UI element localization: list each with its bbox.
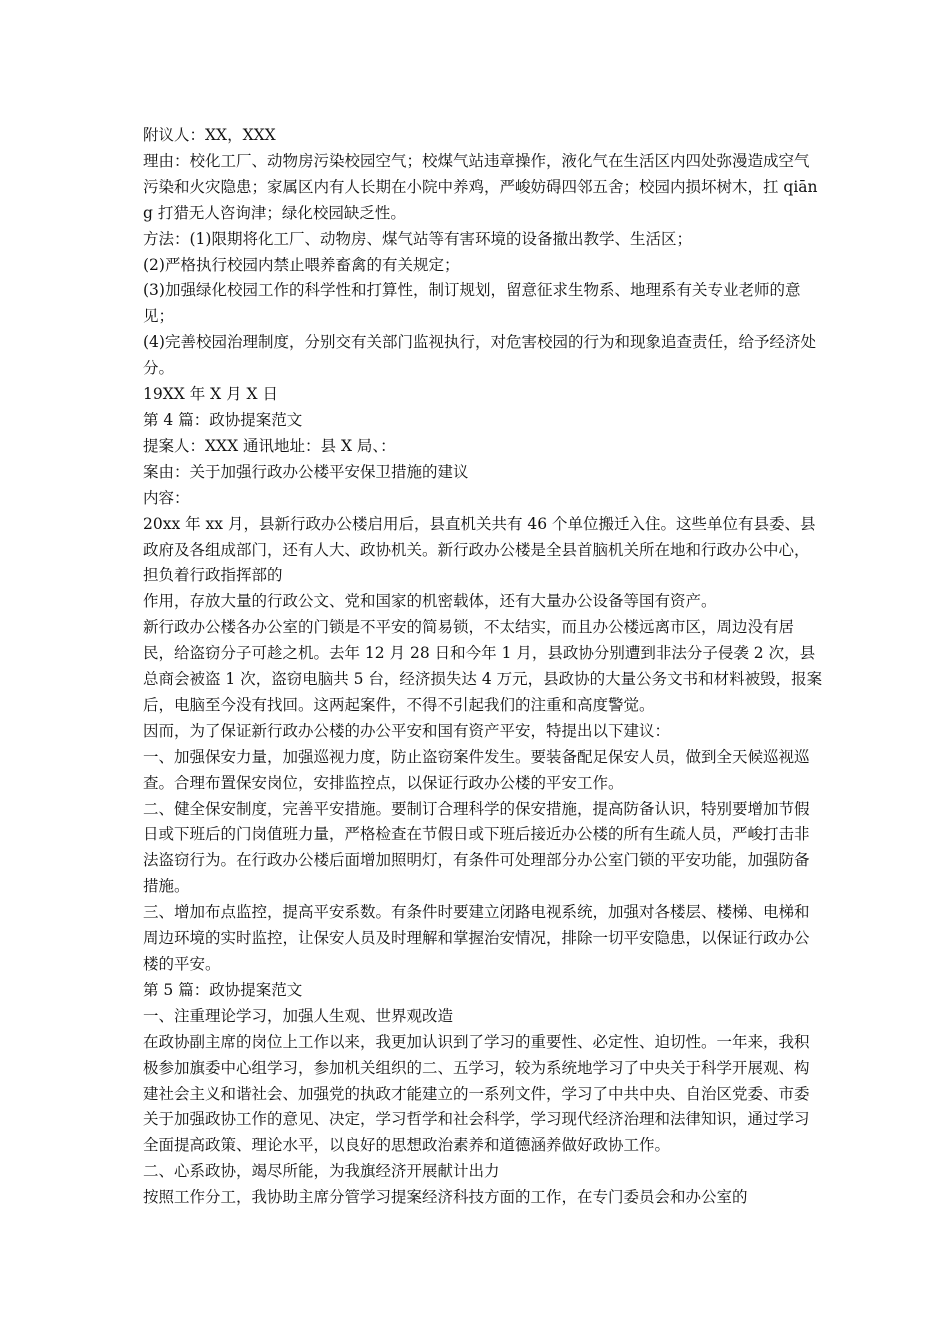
- content-label: 内容：: [143, 488, 190, 507]
- background-paragraph: 20xx 年 xx 月，县新行政办公楼启用后，县直机关共有 46 个单位搬迁入住。这些单位有县委、县政府及各组成部门，还有人大、政协机关。新行政办公楼是全县首脑机关所在地和行政办公中心，担负着行政指挥部的: [143, 514, 816, 585]
- study-paragraph: 在政协副主席的岗位上工作以来，我更加认识到了学习的重要性、必定性、迫切性。一年来，我积极参加旗委中心组学习，参加机关组织的二、五学习，较为系统地学习了中央关于科学开展观、构建社会主义和谐社会、加强党的执政才能建立的一系列文件，学习了中共中央、自治区党委、市委关于加强政协工作的意见、决定，学习哲学和社会科学，学习现代经济治理和法律知识，通过学习全面提高政策、理论水平，以良好的思想政治素养和道德涵养做好政协工作。: [143, 1032, 810, 1155]
- section-heading-5: 第 5 篇：政协提案范文: [143, 980, 303, 999]
- suggestion-1: 一、加强保安力量，加强巡视力度，防止盗窃案件发生。要装备配足保安人员，做到全天候巡视巡查。合理布置保安岗位，安排监控点，以保证行政办公楼的平安工作。: [143, 747, 810, 792]
- case-title-line: 案由：关于加强行政办公楼平安保卫措施的建议: [143, 462, 469, 481]
- suggestion-3: 三、增加布点监控，提高平安系数。有条件时要建立闭路电视系统，加强对各楼层、楼梯、电梯和周边环境的实时监控，让保安人员及时理解和掌握治安情况，排除一切平安隐患，以保证行政办公楼的平安。: [143, 903, 810, 973]
- cosigner-line: 附议人：XX，XXX: [143, 126, 276, 144]
- date-line: 19XX 年 X 月 X 日: [143, 385, 278, 404]
- security-issue-paragraph: 新行政办公楼各办公室的门锁是不平安的简易锁，不太结实，而且办公楼远离市区，周边没有居民，给盗窃分子可趁之机。去年 12 月 28 日和今年 1 月，县政协分别遭到非法分子侵袭 2 次，县总商会被盗 1 次，盗窃电脑共 5 台，经济损失达 4 万元，县政协的大量公务文书和材料被毁，报案后，电脑至今没有找回。这两起案件，不得不引起我们的注重和高度警觉。: [143, 618, 823, 714]
- suggestion-2: 二、健全保安制度，完善平安措施。要制订合理科学的保安措施，提高防备认识，特别要增加节假日或下班后的门岗值班力量，严格检查在节假日或下班后接近办公楼的所有生疏人员，严峻打击非法盗窃行为。在行政办公楼后面增加照明灯，有条件可处理部分办公室门锁的平安功能，加强防备措施。: [143, 799, 810, 896]
- method-item-2: (2)严格执行校园内禁止喂养畜禽的有关规定；: [143, 255, 460, 274]
- method-item-4: (4)完善校园治理制度，分别交有关部门监视执行，对危害校园的行为和现象追查责任，给予经济处分。: [143, 333, 816, 378]
- document-body: [143, 123, 823, 1211]
- section-heading-4: 第 4 篇：政协提案范文: [143, 410, 303, 429]
- suggestion-intro: 因而，为了保证新行政办公楼的办公平安和国有资产平安，特提出以下建议：: [143, 721, 671, 740]
- reason-paragraph: 理由：校化工厂、动物房污染校园空气；校煤气站违章操作，液化气在生活区内四处弥漫造成空气污染和火灾隐患；家属区内有人长期在小院中养鸡，严峻妨碍四邻五舍；校园内损坏树木，扛 qiāng 打猎无人咨询津；绿化校园缺乏性。: [143, 151, 818, 222]
- method-item-3: (3)加强绿化校园工作的科学性和打算性，制订规划，留意征求生物系、地理系有关专业老师的意见；: [143, 281, 801, 326]
- proposer-line: 提案人：XXX 通讯地址：县 X 局、：: [143, 436, 396, 455]
- subheading-1: 一、注重理论学习，加强人生观、世界观改造: [143, 1006, 454, 1025]
- background-continuation: 作用，存放大量的行政公文、党和国家的机密载体，还有大量办公设备等国有资产。: [143, 592, 717, 611]
- method-item-1: 方法：(1)限期将化工厂、动物房、煤气站等有害环境的设备撤出教学、生活区；: [143, 229, 692, 248]
- subheading-2: 二、心系政协，竭尽所能，为我旗经济开展献计出力: [143, 1162, 500, 1181]
- work-paragraph: 按照工作分工，我协助主席分管学习提案经济科技方面的工作，在专门委员会和办公室的: [143, 1188, 748, 1207]
